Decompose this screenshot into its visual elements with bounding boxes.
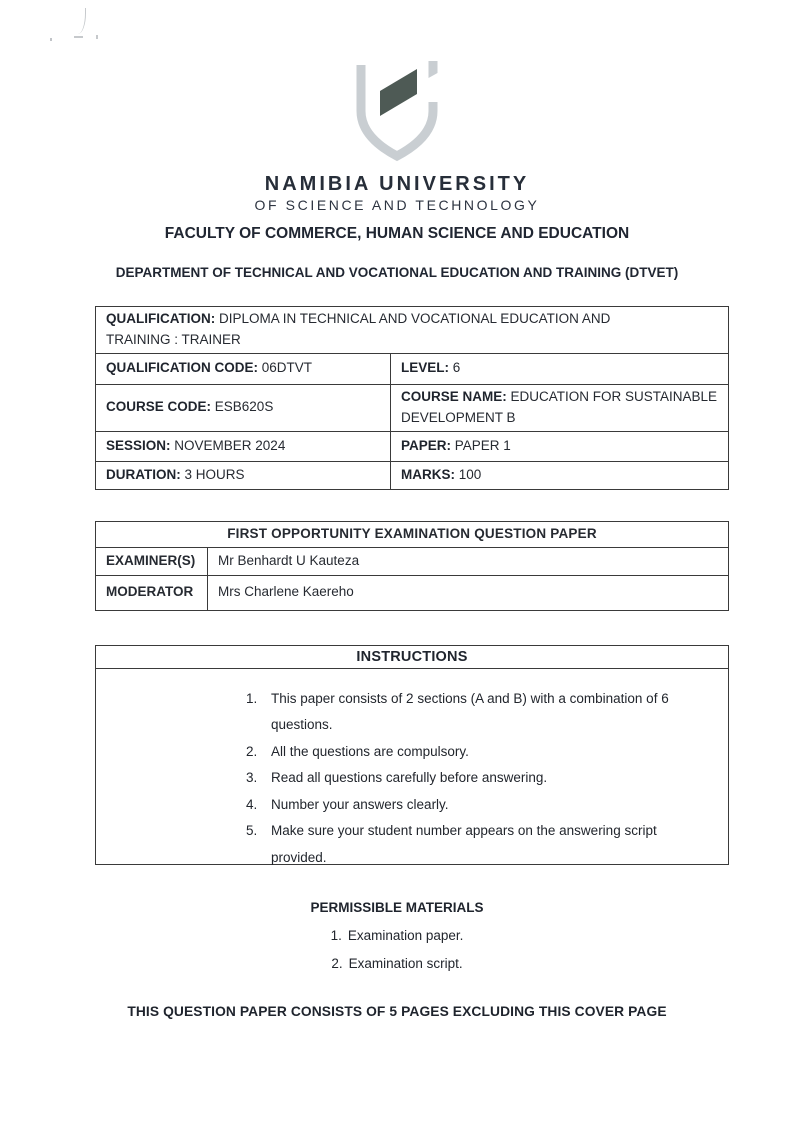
university-subtitle: OF SCIENCE AND TECHNOLOGY bbox=[254, 197, 540, 213]
table-row-session-paper bbox=[96, 431, 729, 461]
material-item bbox=[0, 928, 794, 943]
paper-value: PAPER 1 bbox=[454, 437, 511, 453]
table-row-exam-title bbox=[96, 521, 729, 547]
instruction-item bbox=[246, 765, 728, 792]
material-text: Examination script. bbox=[348, 955, 463, 971]
page-count-note: THIS QUESTION PAPER CONSISTS OF 5 PAGES EXCLUDING THIS COVER PAGE bbox=[127, 1003, 667, 1019]
pen-mark bbox=[50, 38, 52, 41]
qualification-cell bbox=[96, 307, 729, 354]
table-row-duration-marks bbox=[96, 461, 729, 489]
instruction-number: 3. bbox=[246, 770, 258, 786]
instruction-text: All the questions are compulsory. bbox=[271, 743, 469, 759]
table-row-moderator bbox=[96, 575, 729, 610]
course-name-value: EDUCATION FOR SUSTAINABLE DEVELOPMENT B bbox=[401, 388, 718, 425]
scanned-pen-marks bbox=[0, 0, 200, 70]
material-item bbox=[0, 956, 794, 971]
level-label: LEVEL: bbox=[401, 360, 450, 376]
table-row-course bbox=[96, 384, 729, 431]
session-value: NOVEMBER 2024 bbox=[174, 437, 286, 453]
instruction-number: 2. bbox=[246, 743, 258, 759]
marks-label: MARKS: bbox=[401, 466, 455, 482]
examiner-value: Mr Benhardt U Kauteza bbox=[208, 547, 729, 575]
instructions-list bbox=[96, 669, 728, 872]
university-name: NAMIBIA UNIVERSITY bbox=[264, 173, 530, 195]
course-name-cell bbox=[391, 384, 729, 431]
instructions-title: INSTRUCTIONS bbox=[96, 646, 728, 669]
course-code-value: ESB620S bbox=[214, 399, 274, 415]
qualification-code-label: QUALIFICATION CODE: bbox=[106, 360, 258, 376]
duration-value: 3 HOURS bbox=[184, 466, 245, 482]
faculty-title: FACULTY OF COMMERCE, HUMAN SCIENCE AND EDUCATION bbox=[164, 225, 630, 242]
paper-cell bbox=[391, 431, 729, 461]
qualification-value: DIPLOMA IN TECHNICAL AND VOCATIONAL EDUCATION AND TRAINING : TRAINER bbox=[106, 311, 611, 347]
moderator-value: Mrs Charlene Kaereho bbox=[208, 575, 729, 610]
materials-title: PERMISSIBLE MATERIALS bbox=[310, 899, 484, 915]
moderator-label: MODERATOR bbox=[96, 575, 208, 610]
instruction-number: 4. bbox=[246, 796, 258, 812]
duration-label: DURATION: bbox=[106, 466, 181, 482]
table-row-code-level bbox=[96, 353, 729, 384]
qualification-code-cell bbox=[96, 353, 391, 384]
exam-paper-title: FIRST OPPORTUNITY EXAMINATION QUESTION PAPER bbox=[96, 521, 729, 547]
duration-cell bbox=[96, 461, 391, 489]
instruction-item bbox=[246, 792, 728, 819]
material-number: 1. bbox=[330, 927, 342, 943]
qualification-code-value: 06DTVT bbox=[261, 360, 313, 376]
examination-paper-table bbox=[95, 521, 729, 611]
pen-mark bbox=[74, 36, 83, 38]
material-number: 2. bbox=[331, 955, 343, 971]
permissible-materials bbox=[0, 900, 794, 971]
instruction-text: Number your answers clearly. bbox=[271, 796, 449, 812]
marks-cell bbox=[391, 461, 729, 489]
instructions-box bbox=[95, 645, 729, 865]
course-name-label: COURSE NAME: bbox=[401, 388, 507, 404]
department-title: DEPARTMENT OF TECHNICAL AND VOCATIONAL EDUCATION AND TRAINING (DTVET) bbox=[115, 265, 679, 280]
level-value: 6 bbox=[452, 360, 461, 376]
course-details-table bbox=[95, 306, 729, 490]
session-cell bbox=[96, 431, 391, 461]
instruction-item bbox=[246, 818, 728, 871]
pen-mark bbox=[76, 8, 86, 34]
material-text: Examination paper. bbox=[347, 927, 464, 943]
course-code-cell bbox=[96, 384, 391, 431]
instruction-text: Make sure your student number appears on the answering script provided. bbox=[271, 823, 657, 865]
qualification-label: QUALIFICATION: bbox=[106, 311, 216, 326]
instruction-item bbox=[246, 739, 728, 766]
instruction-text: Read all questions carefully before answering. bbox=[271, 770, 548, 786]
marks-value: 100 bbox=[458, 466, 482, 482]
paper-label: PAPER: bbox=[401, 437, 452, 453]
instruction-number: 1. bbox=[246, 690, 258, 706]
instruction-item bbox=[246, 686, 728, 739]
nust-logo bbox=[0, 60, 794, 168]
pen-mark bbox=[96, 35, 98, 39]
table-row-examiner bbox=[96, 547, 729, 575]
instruction-text: This paper consists of 2 sections (A and B) with a combination of 6 questions. bbox=[271, 690, 669, 733]
course-code-label: COURSE CODE: bbox=[106, 399, 212, 415]
examiner-label: EXAMINER(S) bbox=[96, 547, 208, 575]
session-label: SESSION: bbox=[106, 437, 171, 453]
nust-shield-icon bbox=[347, 60, 447, 168]
instruction-number: 5. bbox=[246, 823, 258, 839]
table-row-qualification bbox=[96, 307, 729, 354]
level-cell bbox=[391, 353, 729, 384]
